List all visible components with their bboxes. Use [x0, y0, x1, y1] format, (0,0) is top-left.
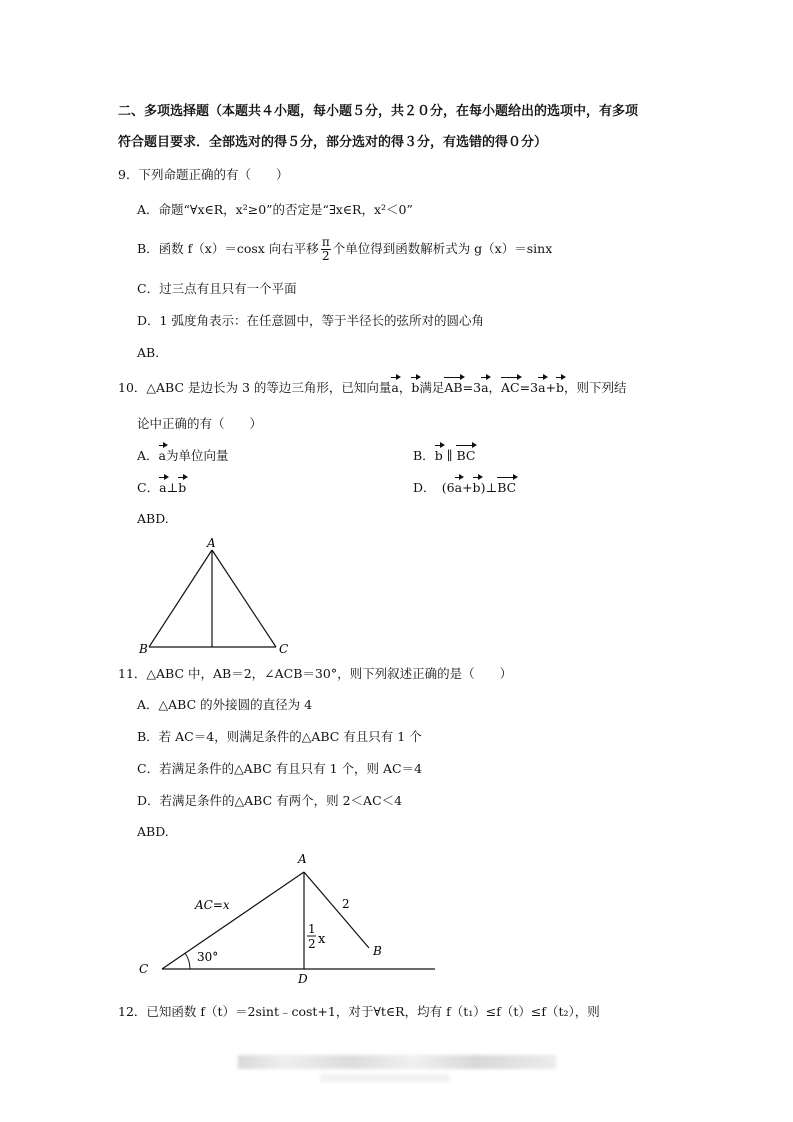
- parallel-symbol: ∥: [442, 448, 457, 463]
- q10-stem-continued: 论中正确的有（ ）: [137, 416, 263, 431]
- q9-option-b: [137, 236, 552, 263]
- q10-stem-mid: 满足: [419, 380, 445, 395]
- vertex-label-C: C: [139, 962, 149, 976]
- q10-stem-end: ，则下列结: [564, 380, 627, 395]
- vector-a: a: [159, 480, 167, 495]
- fraction-denominator: 2: [321, 249, 330, 263]
- equals-3: =3: [519, 380, 539, 395]
- q9-option-c: C．过三点有且只有一个平面: [137, 281, 297, 296]
- vector-a: a: [454, 480, 463, 495]
- separator: ，: [398, 380, 412, 395]
- side-CA: [162, 872, 304, 969]
- option-label: B．: [413, 448, 435, 463]
- q11-option-b: B．若 AC＝4，则满足条件的△ABC 有且只有 1 个: [137, 729, 422, 744]
- vertex-label-A: A: [207, 536, 216, 550]
- vector-BC: BC: [456, 448, 476, 463]
- vector-a: a: [158, 448, 166, 463]
- angle-triangle-figure: [130, 845, 440, 985]
- vertex-label-D: D: [298, 972, 308, 985]
- option-label: C．: [137, 480, 160, 495]
- plus-sign: +: [462, 480, 473, 495]
- height-fraction-denominator: 2: [308, 937, 316, 951]
- option-label: D． (6: [413, 480, 455, 495]
- vertex-label-A: A: [298, 852, 307, 866]
- separator: ，: [488, 380, 502, 395]
- q9-option-b-fraction: [321, 236, 331, 263]
- fraction-numerator: π: [321, 235, 330, 249]
- q10-answer: ABD.: [137, 511, 169, 526]
- plus-sign: +: [545, 380, 556, 395]
- q10-option-c: [137, 480, 186, 496]
- blurred-footer-line: [320, 1074, 450, 1082]
- vector-b: b: [411, 380, 420, 395]
- q10-stem-text: 10．△ABC 是边长为 3 的等边三角形，已知向量: [118, 380, 392, 395]
- vector-BC: BC: [497, 480, 517, 495]
- q11-stem: 11．△ABC 中，AB＝2，∠ACB＝30°，则下列叙述正确的是（ ）: [118, 666, 513, 681]
- angle-label: 30°: [197, 950, 219, 964]
- q12-stem: 12．已知函数 f（t）＝2sint﹣cost+1，对于∀t∈R，均有 f（t₁）≤f（t）≤f（t₂），则: [118, 1004, 600, 1019]
- side-AC: [212, 550, 276, 647]
- height-fraction-numerator: 1: [308, 922, 316, 936]
- section-title: 二、多项选择题（本题共４小题，每小题５分，共２０分，在每小题给出的选项中，有多项: [118, 104, 639, 119]
- vector-a: a: [481, 380, 489, 395]
- side-AB: [149, 550, 212, 647]
- q9-answer: AB.: [137, 345, 160, 360]
- triangle-figure: [135, 535, 305, 657]
- vertex-label-B: B: [139, 642, 148, 656]
- vector-b: b: [472, 480, 481, 495]
- vector-b: b: [556, 380, 565, 395]
- perpendicular-symbol: )⊥: [480, 480, 498, 495]
- vector-AB: AB: [444, 380, 463, 395]
- q9-option-b-text-1: B．函数 f（x）＝cosx 向右平移: [137, 241, 319, 256]
- q9-option-d: D．1 弧度角表示：在任意圆中，等于半径长的弦所对的圆心角: [137, 313, 484, 328]
- vector-a: a: [391, 380, 399, 395]
- vector-b: b: [434, 448, 443, 463]
- vector-a: a: [538, 380, 546, 395]
- perpendicular-symbol: ⊥: [166, 480, 179, 495]
- q10-option-b: [413, 448, 475, 464]
- blurred-footer: [238, 1055, 556, 1069]
- equals-3: =3: [462, 380, 482, 395]
- q9-option-b-text-2: 个单位得到函数解析式为 g（x）＝sinx: [332, 241, 553, 256]
- side-label-AC: AC=x: [195, 898, 230, 912]
- q10-option-a: [137, 448, 229, 464]
- q11-answer: ABD.: [137, 824, 169, 839]
- q10-stem: [118, 380, 627, 396]
- q9-stem: 9．下列命题正确的有（ ）: [118, 167, 289, 182]
- q10-option-d: [413, 480, 516, 496]
- vertex-label-C: C: [279, 642, 289, 656]
- option-text: 为单位向量: [165, 448, 229, 463]
- q11-option-c: C．若满足条件的△ABC 有且只有 1 个，则 AC＝4: [137, 761, 423, 776]
- height-variable: x: [318, 932, 326, 947]
- vertex-label-B: B: [373, 944, 382, 958]
- option-label: A．: [137, 448, 159, 463]
- q9-option-a: A．命题“∀x∈R，x²≥0”的否定是“∃x∈R，x²＜0”: [137, 202, 413, 217]
- angle-arc: [185, 953, 190, 969]
- section-instructions: 符合题目要求．全部选对的得５分，部分选对的得３分，有选错的得０分）: [118, 135, 548, 150]
- vector-b: b: [178, 480, 187, 495]
- side-label-AB: 2: [342, 897, 350, 911]
- q11-option-a: A．△ABC 的外接圆的直径为 4: [137, 697, 313, 712]
- vector-AC: AC: [501, 380, 520, 395]
- q11-option-d: D．若满足条件的△ABC 有两个，则 2＜AC＜4: [137, 793, 403, 808]
